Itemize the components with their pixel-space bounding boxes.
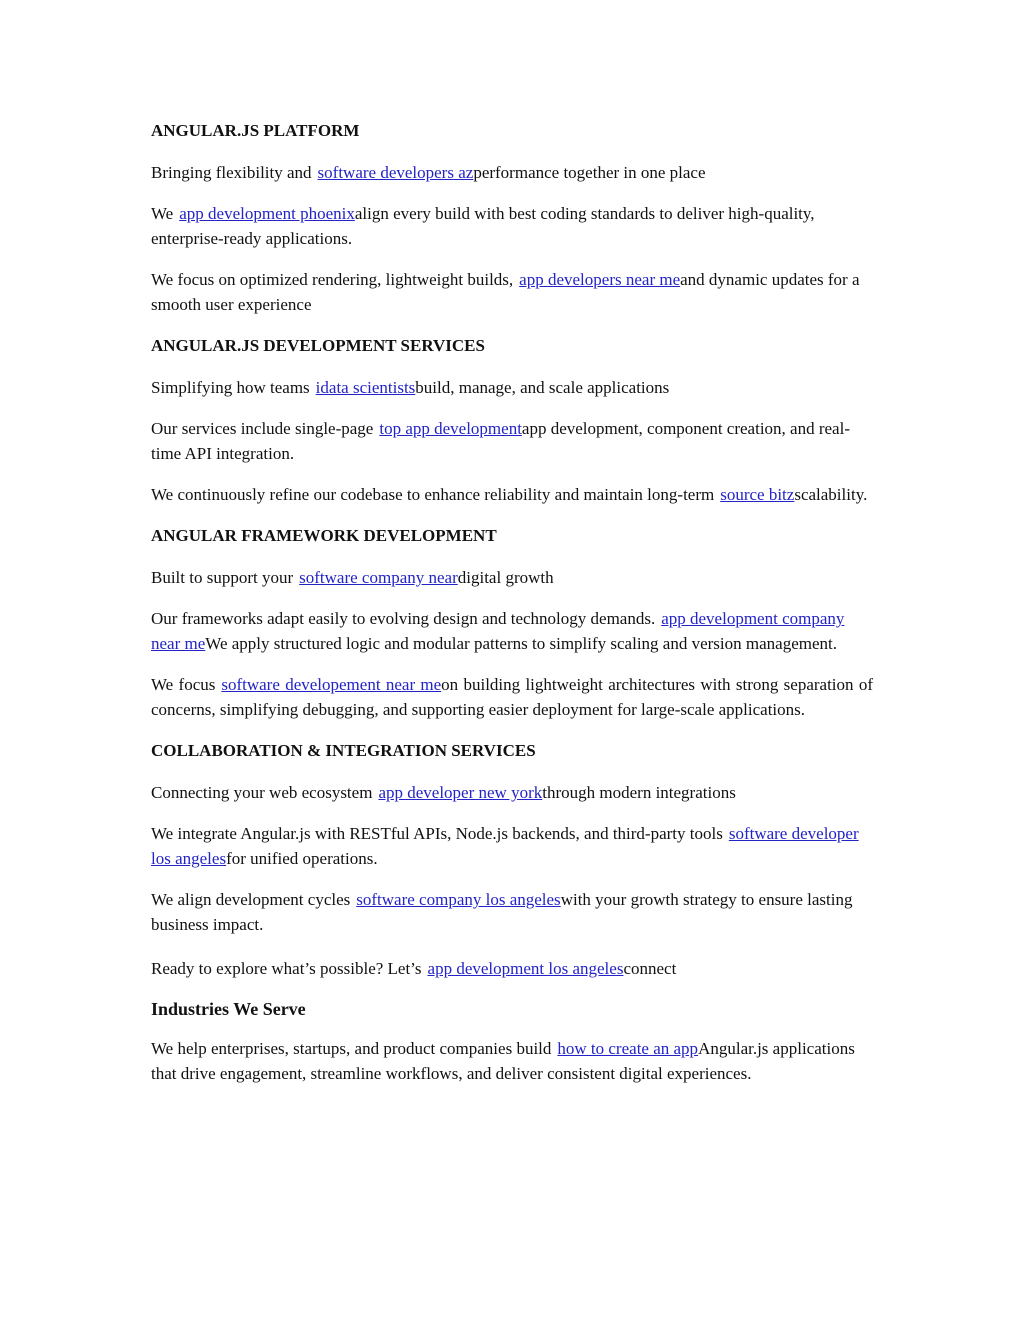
- inline-link[interactable]: software developement near me: [221, 675, 442, 694]
- paragraph-text: digital growth: [457, 568, 554, 587]
- inline-link[interactable]: how to create an app: [557, 1039, 699, 1058]
- paragraph: [151, 267, 873, 317]
- section-heading-industries: Industries We Serve: [151, 999, 306, 1019]
- paragraph-text: We help enterprises, startups, and product companies build: [151, 1039, 552, 1058]
- paragraph: [151, 201, 873, 251]
- paragraph: [151, 482, 873, 507]
- inline-link[interactable]: app development phoenix: [179, 204, 355, 223]
- inline-link[interactable]: app developers near me: [519, 270, 681, 289]
- paragraph-text: Built to support your: [151, 568, 294, 587]
- inline-link[interactable]: app development company near me: [151, 609, 845, 653]
- paragraph-text: Our frameworks adapt easily to evolving design and technology demands.: [151, 609, 656, 628]
- paragraph-text: performance together in one place: [473, 163, 706, 182]
- paragraph-text: We integrate Angular.js with RESTful APIs, Node.js backends, and third-party tools: [151, 824, 723, 843]
- paragraph-text: We align development cycles: [151, 890, 351, 909]
- paragraph: [151, 887, 873, 937]
- paragraph-text: scalability.: [794, 485, 868, 504]
- paragraph: [151, 821, 873, 871]
- paragraph-text: Simplifying how teams: [151, 378, 310, 397]
- paragraph: [151, 956, 873, 981]
- inline-link[interactable]: source bitz: [720, 485, 795, 504]
- inline-link[interactable]: software developer los angeles: [151, 824, 859, 868]
- paragraph-text: build, manage, and scale applications: [415, 378, 670, 397]
- paragraph: [151, 416, 873, 466]
- paragraph-text: Angular.js applications that drive engagement, streamline workflows, and deliver consistent digital experiences.: [151, 1039, 855, 1083]
- document-page: [151, 118, 873, 1102]
- paragraph-text: Connecting your web ecosystem: [151, 783, 373, 802]
- paragraph-text: connect: [623, 959, 677, 978]
- inline-link[interactable]: app developer new york: [378, 783, 543, 802]
- section-heading-angularjs-platform: ANGULAR.JS PLATFORM: [151, 121, 360, 140]
- paragraph-text: We: [151, 204, 174, 223]
- section-heading-development-services: ANGULAR.JS DEVELOPMENT SERVICES: [151, 336, 485, 355]
- paragraph-text: through modern integrations: [542, 783, 736, 802]
- paragraph: [151, 375, 873, 400]
- paragraph-text: Ready to explore what’s possible? Let’s: [151, 959, 422, 978]
- paragraph-text: align every build with best coding standards to deliver high-quality, enterprise-ready applications.: [151, 204, 815, 248]
- paragraph: [151, 672, 873, 722]
- inline-link[interactable]: software company near: [299, 568, 458, 587]
- paragraph-text: We focus on optimized rendering, lightweight builds,: [151, 270, 514, 289]
- inline-link[interactable]: software company los angeles: [356, 890, 561, 909]
- paragraph-text: We focus: [151, 675, 216, 694]
- paragraph-text: with your growth strategy to ensure lasting business impact.: [151, 890, 853, 934]
- section-heading-collaboration-integration: COLLABORATION & INTEGRATION SERVICES: [151, 741, 536, 760]
- inline-link[interactable]: app development los angeles: [427, 959, 624, 978]
- paragraph-text: app development, component creation, and real-time API integration.: [151, 419, 850, 463]
- paragraph: [151, 606, 873, 656]
- paragraph-text: Our services include single-page: [151, 419, 374, 438]
- paragraph: [151, 1036, 873, 1086]
- paragraph: [151, 160, 873, 185]
- paragraph: [151, 780, 873, 805]
- paragraph-text: Bringing flexibility and: [151, 163, 312, 182]
- section-heading-framework-development: ANGULAR FRAMEWORK DEVELOPMENT: [151, 526, 497, 545]
- paragraph-text: We continuously refine our codebase to enhance reliability and maintain long-term: [151, 485, 715, 504]
- paragraph-text: We apply structured logic and modular patterns to simplify scaling and version management.: [205, 634, 837, 653]
- paragraph-text: and dynamic updates for a smooth user experience: [151, 270, 860, 314]
- paragraph-text: for unified operations.: [226, 849, 378, 868]
- paragraph: [151, 565, 873, 590]
- paragraph-text: on building lightweight architectures with strong separation of concerns, simplifying debugging, and supporting easier deployment for large-scale applications.: [151, 675, 873, 719]
- inline-link[interactable]: idata scientists: [315, 378, 416, 397]
- inline-link[interactable]: software developers az: [317, 163, 474, 182]
- inline-link[interactable]: top app development: [379, 419, 522, 438]
